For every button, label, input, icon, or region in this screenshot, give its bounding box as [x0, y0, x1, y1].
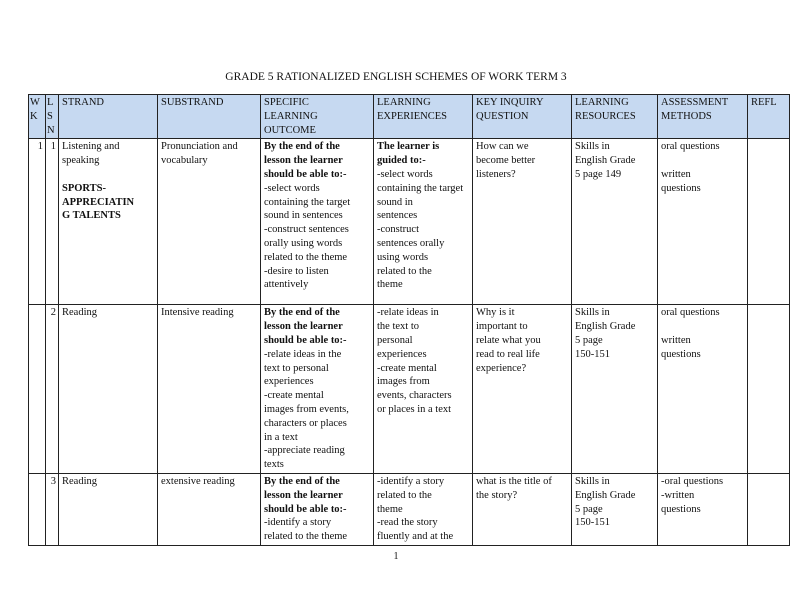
cell-lsn: 3: [46, 473, 59, 545]
header-inquiry: KEY INQUIRY QUESTION: [473, 95, 572, 139]
scheme-table: [28, 94, 790, 546]
cell-resources: Skills in English Grade 5 page 149: [572, 139, 658, 305]
cell-assessment: oral questions written questions: [658, 305, 748, 474]
cell-wk: [29, 305, 46, 474]
cell-outcome: By the end of the lesson the learner should be able to:- -select words containing the target sound in sentences -construct sentences orally using words related to the theme -desire to listen attentively: [261, 139, 374, 305]
header-resources: LEARNING RESOURCES: [572, 95, 658, 139]
cell-resources: Skills in English Grade 5 page 150-151: [572, 305, 658, 474]
cell-refl: [748, 305, 790, 474]
cell-outcome: By the end of the lesson the learner should be able to:- -relate ideas in the text to personal experiences -create mental images from events, characters or places in a text -appreciate reading texts: [261, 305, 374, 474]
cell-substrand: Pronunciation and vocabulary: [158, 139, 261, 305]
header-assessment: ASSESSMENT METHODS: [658, 95, 748, 139]
table-row: [29, 473, 790, 545]
header-strand: STRAND: [59, 95, 158, 139]
cell-strand: Reading: [59, 305, 158, 474]
cell-experiences: The learner is guided to:- -select words containing the target sound in sentences -construct sentences orally using words related to the theme: [374, 139, 473, 305]
cell-refl: [748, 473, 790, 545]
cell-inquiry: Why is it important to relate what you read to real life experience?: [473, 305, 572, 474]
cell-experiences: -relate ideas in the text to personal experiences -create mental images from events, characters or places in a text: [374, 305, 473, 474]
table-row: [29, 305, 790, 474]
cell-substrand: extensive reading: [158, 473, 261, 545]
cell-refl: [748, 139, 790, 305]
cell-wk: [29, 473, 46, 545]
page-number: 1: [393, 551, 399, 562]
cell-strand: Reading: [59, 473, 158, 545]
header-lsn: L S N: [46, 95, 59, 139]
cell-substrand: Intensive reading: [158, 305, 261, 474]
cell-outcome: By the end of the lesson the learner should be able to:- -identify a story related to the theme: [261, 473, 374, 545]
cell-strand: Listening and speaking SPORTS- APPRECIATIN G TALENTS: [59, 139, 158, 305]
header-refl: REFL: [748, 95, 790, 139]
cell-lsn: 1: [46, 139, 59, 305]
header-wk: W K: [29, 95, 46, 139]
header-substrand: SUBSTRAND: [158, 95, 261, 139]
cell-inquiry: what is the title of the story?: [473, 473, 572, 545]
cell-experiences: -identify a story related to the theme -read the story fluently and at the: [374, 473, 473, 545]
strand-theme: SPORTS-: [62, 182, 106, 194]
cell-assessment: oral questions written questions: [658, 139, 748, 305]
document-title: GRADE 5 RATIONALIZED ENGLISH SCHEMES OF WORK TERM 3: [225, 71, 567, 83]
header-outcome: SPECIFIC LEARNING OUTCOME: [261, 95, 374, 139]
cell-resources: Skills in English Grade 5 page 150-151: [572, 473, 658, 545]
cell-wk: 1: [29, 139, 46, 305]
header-row: [29, 95, 790, 139]
header-experiences: LEARNING EXPERIENCES: [374, 95, 473, 139]
table-row: [29, 139, 790, 305]
cell-lsn: 2: [46, 305, 59, 474]
cell-inquiry: How can we become better listeners?: [473, 139, 572, 305]
cell-assessment: -oral questions -written questions: [658, 473, 748, 545]
